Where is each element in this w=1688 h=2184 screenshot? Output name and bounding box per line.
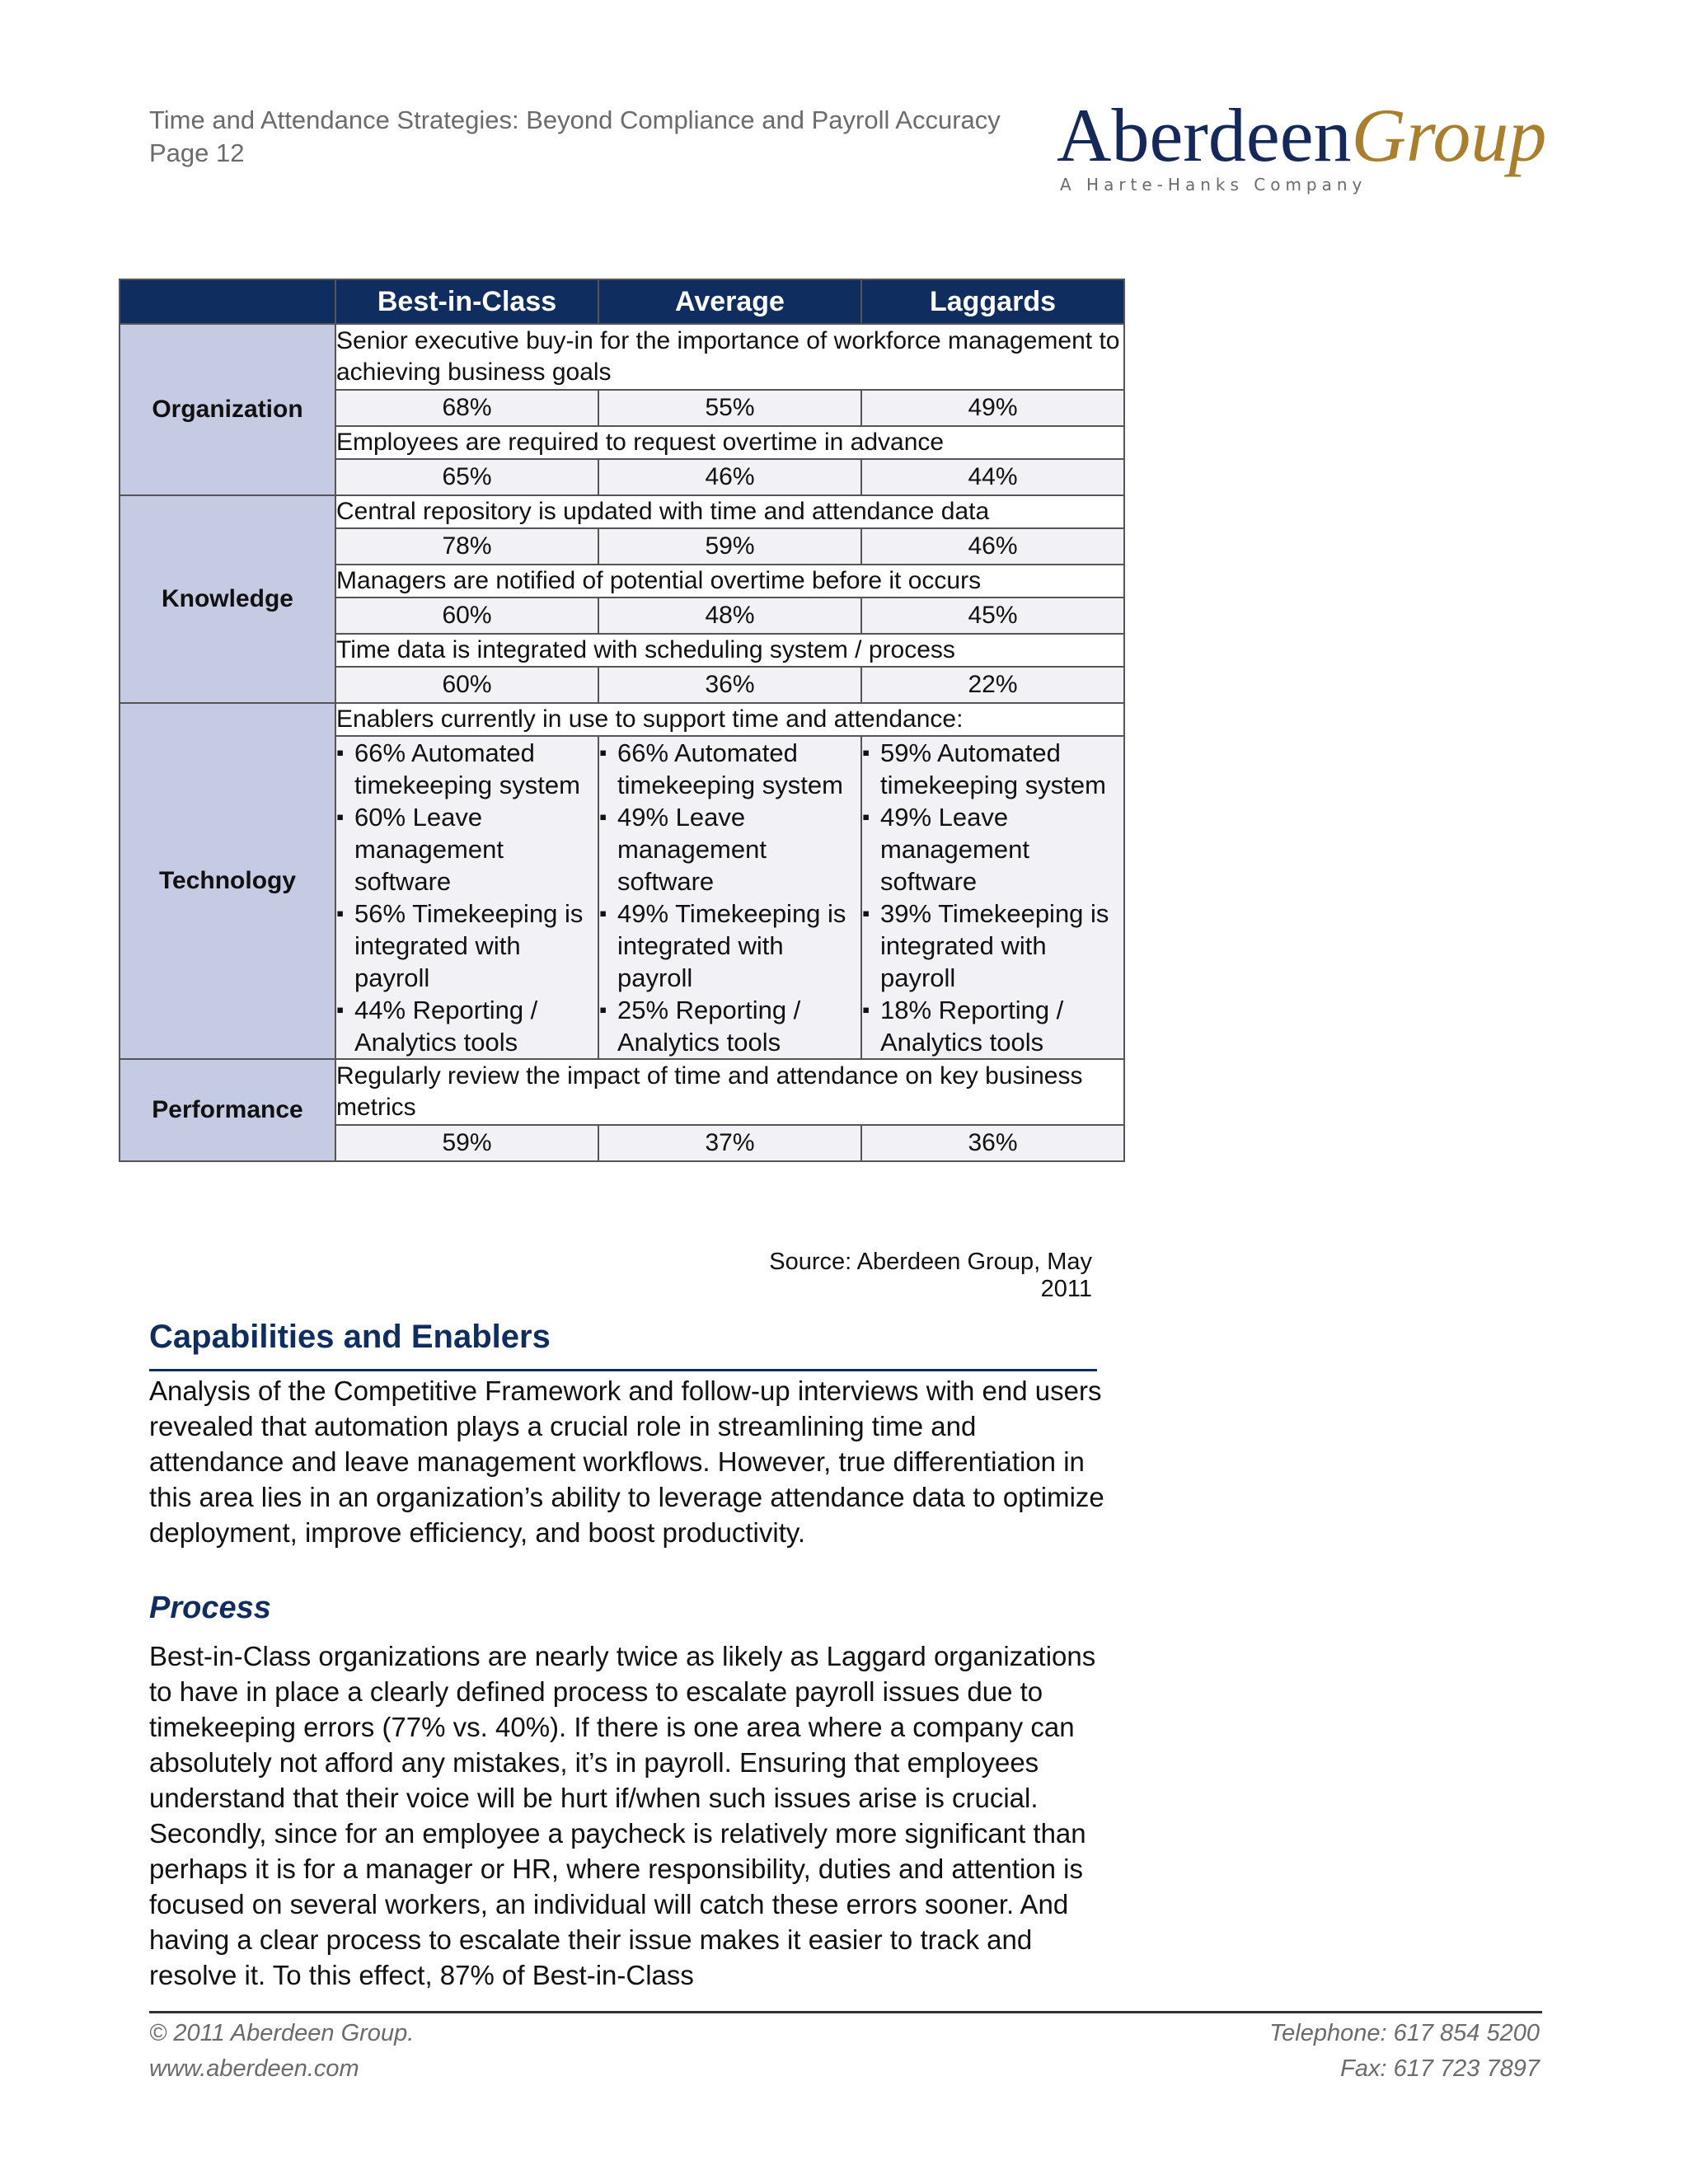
column-header-laggards: Laggards [861,279,1124,324]
value-laggards: 46% [861,528,1124,565]
value-best-in-class: 60% [335,667,598,703]
document-header [149,104,1001,170]
value-laggards: 45% [861,598,1124,634]
table-row [120,1059,1124,1125]
list-item: ▪ 49% Timekeeping is integrated with payroll [599,898,860,994]
list-item: ▪ 18% Reporting / Analytics tools [862,994,1123,1058]
value-best-in-class: 68% [335,390,598,426]
value-average: 36% [598,667,861,703]
footer-copyright: © 2011 Aberdeen Group. [149,2020,415,2046]
value-best-in-class: 65% [335,459,598,495]
enablers-best-in-class [335,736,598,1059]
section-heading: Capabilities and Enablers [149,1319,551,1355]
category-knowledge: Knowledge [120,495,335,703]
footer-rule [149,2011,1542,2013]
footer-left [149,2016,414,2087]
row-description: Employees are required to request overtime in advance [335,426,1124,459]
subsection-heading: Process [149,1591,271,1625]
value-average: 46% [598,459,861,495]
row-description: Managers are notified of potential overtime before it occurs [335,565,1124,598]
table-row [120,703,1124,736]
column-header-average: Average [598,279,861,324]
section-heading-rule [149,1369,1097,1371]
footer-fax: Fax: 617 723 7897 [1340,2055,1540,2082]
list-item: ▪ 25% Reporting / Analytics tools [599,994,860,1058]
table-corner-cell [120,279,335,324]
list-item: ▪ 49% Leave management software [599,801,860,898]
list-item: ▪ 59% Automated timekeeping system [862,737,1123,801]
enablers-average [598,736,861,1059]
table-source-note: Source: Aberdeen Group, May 2011 [769,1249,1092,1302]
category-organization: Organization [120,324,335,495]
aberdeen-group-logo [1057,93,1547,196]
logo-tagline: A Harte-Hanks Company [1060,175,1367,194]
value-average: 55% [598,390,861,426]
table-header-row [120,279,1124,324]
logo-word-group: Group [1351,93,1547,177]
value-average: 59% [598,528,861,565]
page-number: Page 12 [149,138,245,167]
value-laggards: 22% [861,667,1124,703]
row-description: Time data is integrated with scheduling system / process [335,634,1124,667]
value-laggards: 44% [861,459,1124,495]
logo-word-aberdeen: Aberdeen [1057,93,1352,177]
footer-right [1269,2016,1540,2087]
enablers-laggards [861,736,1124,1059]
value-average: 37% [598,1125,861,1161]
value-best-in-class: 78% [335,528,598,565]
list-item: ▪ 60% Leave management software [336,801,598,898]
document-title: Time and Attendance Strategies: Beyond Compliance and Payroll Accuracy [149,105,1001,134]
list-item: ▪ 66% Automated timekeeping system [599,737,860,801]
process-body-paragraph: Best-in-Class organizations are nearly twice as likely as Laggard organizations to have in place a clearly defined process to escalate payroll issues due to timekeeping errors (77% vs. 40%). If there is one area where a company can absolutely not afford any mistakes, it’s in payroll. Ensuring that employees understand that their voice will be hurt if/when such issues arise is crucial. Secondly, since for an employee a paycheck is relatively more significant than perhaps it is for a manager or HR, where responsibility, duties and attention is focused on several workers, an individual will catch these errors sooner. And having a clear process to escalate their issue makes it easier to track and resolve it. To this effect, 87% of Best-in-Class [149,1641,1096,1990]
competitive-framework-table [119,279,1125,1162]
list-item: ▪ 66% Automated timekeeping system [336,737,598,801]
row-description: Regularly review the impact of time and attendance on key business metrics [335,1059,1124,1125]
list-item: ▪ 39% Timekeeping is integrated with payroll [862,898,1123,994]
footer-telephone: Telephone: 617 854 5200 [1269,2020,1540,2046]
list-item: ▪ 44% Reporting / Analytics tools [336,994,598,1058]
value-best-in-class: 59% [335,1125,598,1161]
table-row [120,324,1124,390]
section-body-paragraph: Analysis of the Competitive Framework and follow-up interviews with end users revealed that automation plays a crucial role in streamlining time and attendance and leave management workflows. However, true differentiation in this area lies in an organization’s ability to leverage attendance data to optimize deployment, improve efficiency, and boost productivity. [149,1376,1104,1548]
list-item: ▪ 49% Leave management software [862,801,1123,898]
row-description: Senior executive buy-in for the importance of workforce management to achieving business goals [335,324,1124,390]
footer-website: www.aberdeen.com [149,2055,359,2082]
value-average: 48% [598,598,861,634]
list-item: ▪ 56% Timekeeping is integrated with payroll [336,898,598,994]
column-header-best-in-class: Best-in-Class [335,279,598,324]
value-best-in-class: 60% [335,598,598,634]
category-technology: Technology [120,703,335,1059]
table-row [120,495,1124,528]
row-description: Enablers currently in use to support time and attendance: [335,703,1124,736]
category-performance: Performance [120,1059,335,1161]
row-description: Central repository is updated with time and attendance data [335,495,1124,528]
value-laggards: 49% [861,390,1124,426]
value-laggards: 36% [861,1125,1124,1161]
